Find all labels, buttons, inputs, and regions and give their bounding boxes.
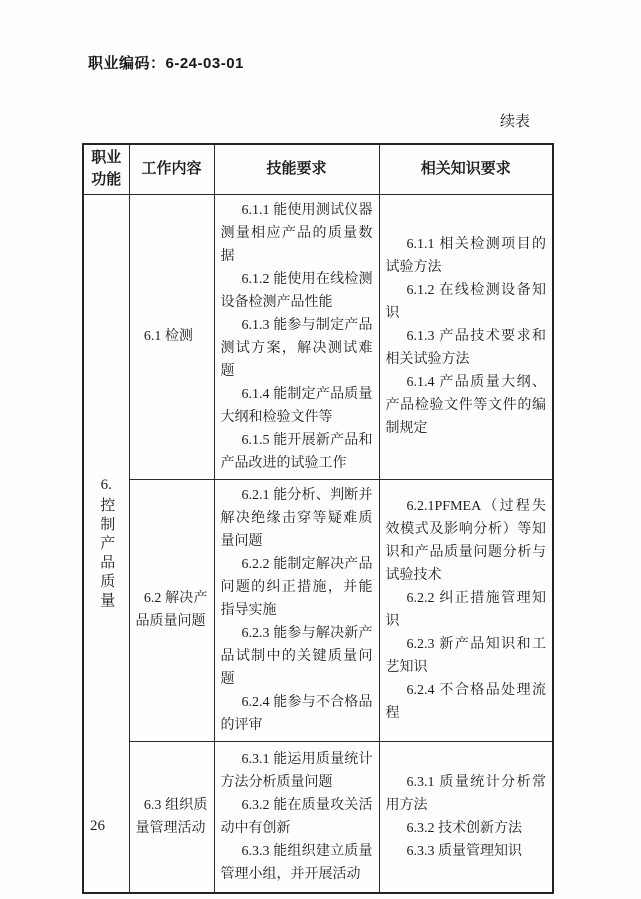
work-content-cell <box>129 479 214 741</box>
knowledge-item: 6.2.4 不合格品处理流程 <box>385 683 546 721</box>
skill-item: 6.1.3 能参与制定产品测试方案，解决测试难题 <box>220 317 373 379</box>
skill-item: 6.2.3 能参与解决新产品试制中的关键质量问题 <box>220 625 373 687</box>
skill-item: 6.2.1 能分析、判断并解决绝缘击穿等疑难质量问题 <box>220 487 373 549</box>
knowledge-item: 6.1.4 产品质量大纲、产品检验文件等文件的编制规定 <box>385 375 546 436</box>
header-skills: 技能要求 <box>214 144 379 194</box>
header-function: 职业功能 <box>83 144 129 194</box>
skills-cell <box>214 194 379 479</box>
work-content-text: 6.2 解决产品质量问题 <box>135 591 208 629</box>
standard-table <box>82 143 554 894</box>
header-work: 工作内容 <box>129 144 214 194</box>
work-content-text: 6.1 检测 <box>143 329 193 344</box>
work-content-text: 6.3 组织质量管理活动 <box>135 797 208 836</box>
occupation-code: 职业编码：6-24-03-01 <box>88 55 244 72</box>
knowledge-item: 6.2.3 新产品知识和工艺知识 <box>385 637 546 675</box>
skills-cell <box>214 479 379 741</box>
skill-item: 6.1.2 能使用在线检测设备检测产品性能 <box>220 271 373 310</box>
skills-cell <box>214 741 379 893</box>
knowledge-item: 6.1.1 相关检测项目的试验方法 <box>385 237 546 275</box>
knowledge-item: 6.3.1 质量统计分析常用方法 <box>385 774 546 813</box>
knowledge-item: 6.2.2 纠正措施管理知识 <box>385 591 546 629</box>
work-content-cell <box>129 194 214 479</box>
knowledge-cell <box>379 741 553 893</box>
function-group-cell <box>83 194 129 893</box>
table-row <box>83 479 553 741</box>
function-group-vertical <box>84 475 129 611</box>
knowledge-item: 6.3.2 技术创新方法 <box>406 820 522 836</box>
header-knowledge: 相关知识要求 <box>379 144 553 194</box>
skill-item: 6.1.1 能使用测试仪器测量相应产品的质量数据 <box>220 202 373 264</box>
continued-table-label: 续表 <box>499 114 530 130</box>
work-content-cell <box>129 741 214 893</box>
knowledge-item: 6.3.3 质量管理知识 <box>406 843 522 859</box>
skill-item: 6.3.3 能组织建立质量管理小组，并开展活动 <box>220 843 373 882</box>
knowledge-cell <box>379 479 553 741</box>
knowledge-item: 6.1.3 产品技术要求和相关试验方法 <box>385 329 546 367</box>
knowledge-cell <box>379 194 553 479</box>
table-header-row <box>83 144 553 194</box>
table-row <box>83 741 553 893</box>
function-group-label: 控制产品质量 <box>98 497 115 612</box>
skill-item: 6.3.1 能运用质量统计方法分析质量问题 <box>220 751 373 790</box>
page-number: 26 <box>90 818 105 834</box>
knowledge-item: 6.1.2 在线检测设备知识 <box>385 283 546 321</box>
table-row <box>83 194 553 479</box>
skill-item: 6.3.2 能在质量攻关活动中有创新 <box>220 797 373 836</box>
skill-item: 6.1.4 能制定产品质量大纲和检验文件等 <box>220 386 373 425</box>
skill-item: 6.2.4 能参与不合格品的评审 <box>220 694 373 733</box>
function-group-number: 6. <box>100 477 112 494</box>
knowledge-item: 6.2.1PFMEA（过程失效模式及影响分析）等知识和产品质量问题分析与试验技术 <box>385 499 546 583</box>
skill-item: 6.1.5 能开展新产品和产品改进的试验工作 <box>220 432 373 471</box>
skill-item: 6.2.2 能制定解决产品问题的纠正措施，并能指导实施 <box>220 556 373 618</box>
